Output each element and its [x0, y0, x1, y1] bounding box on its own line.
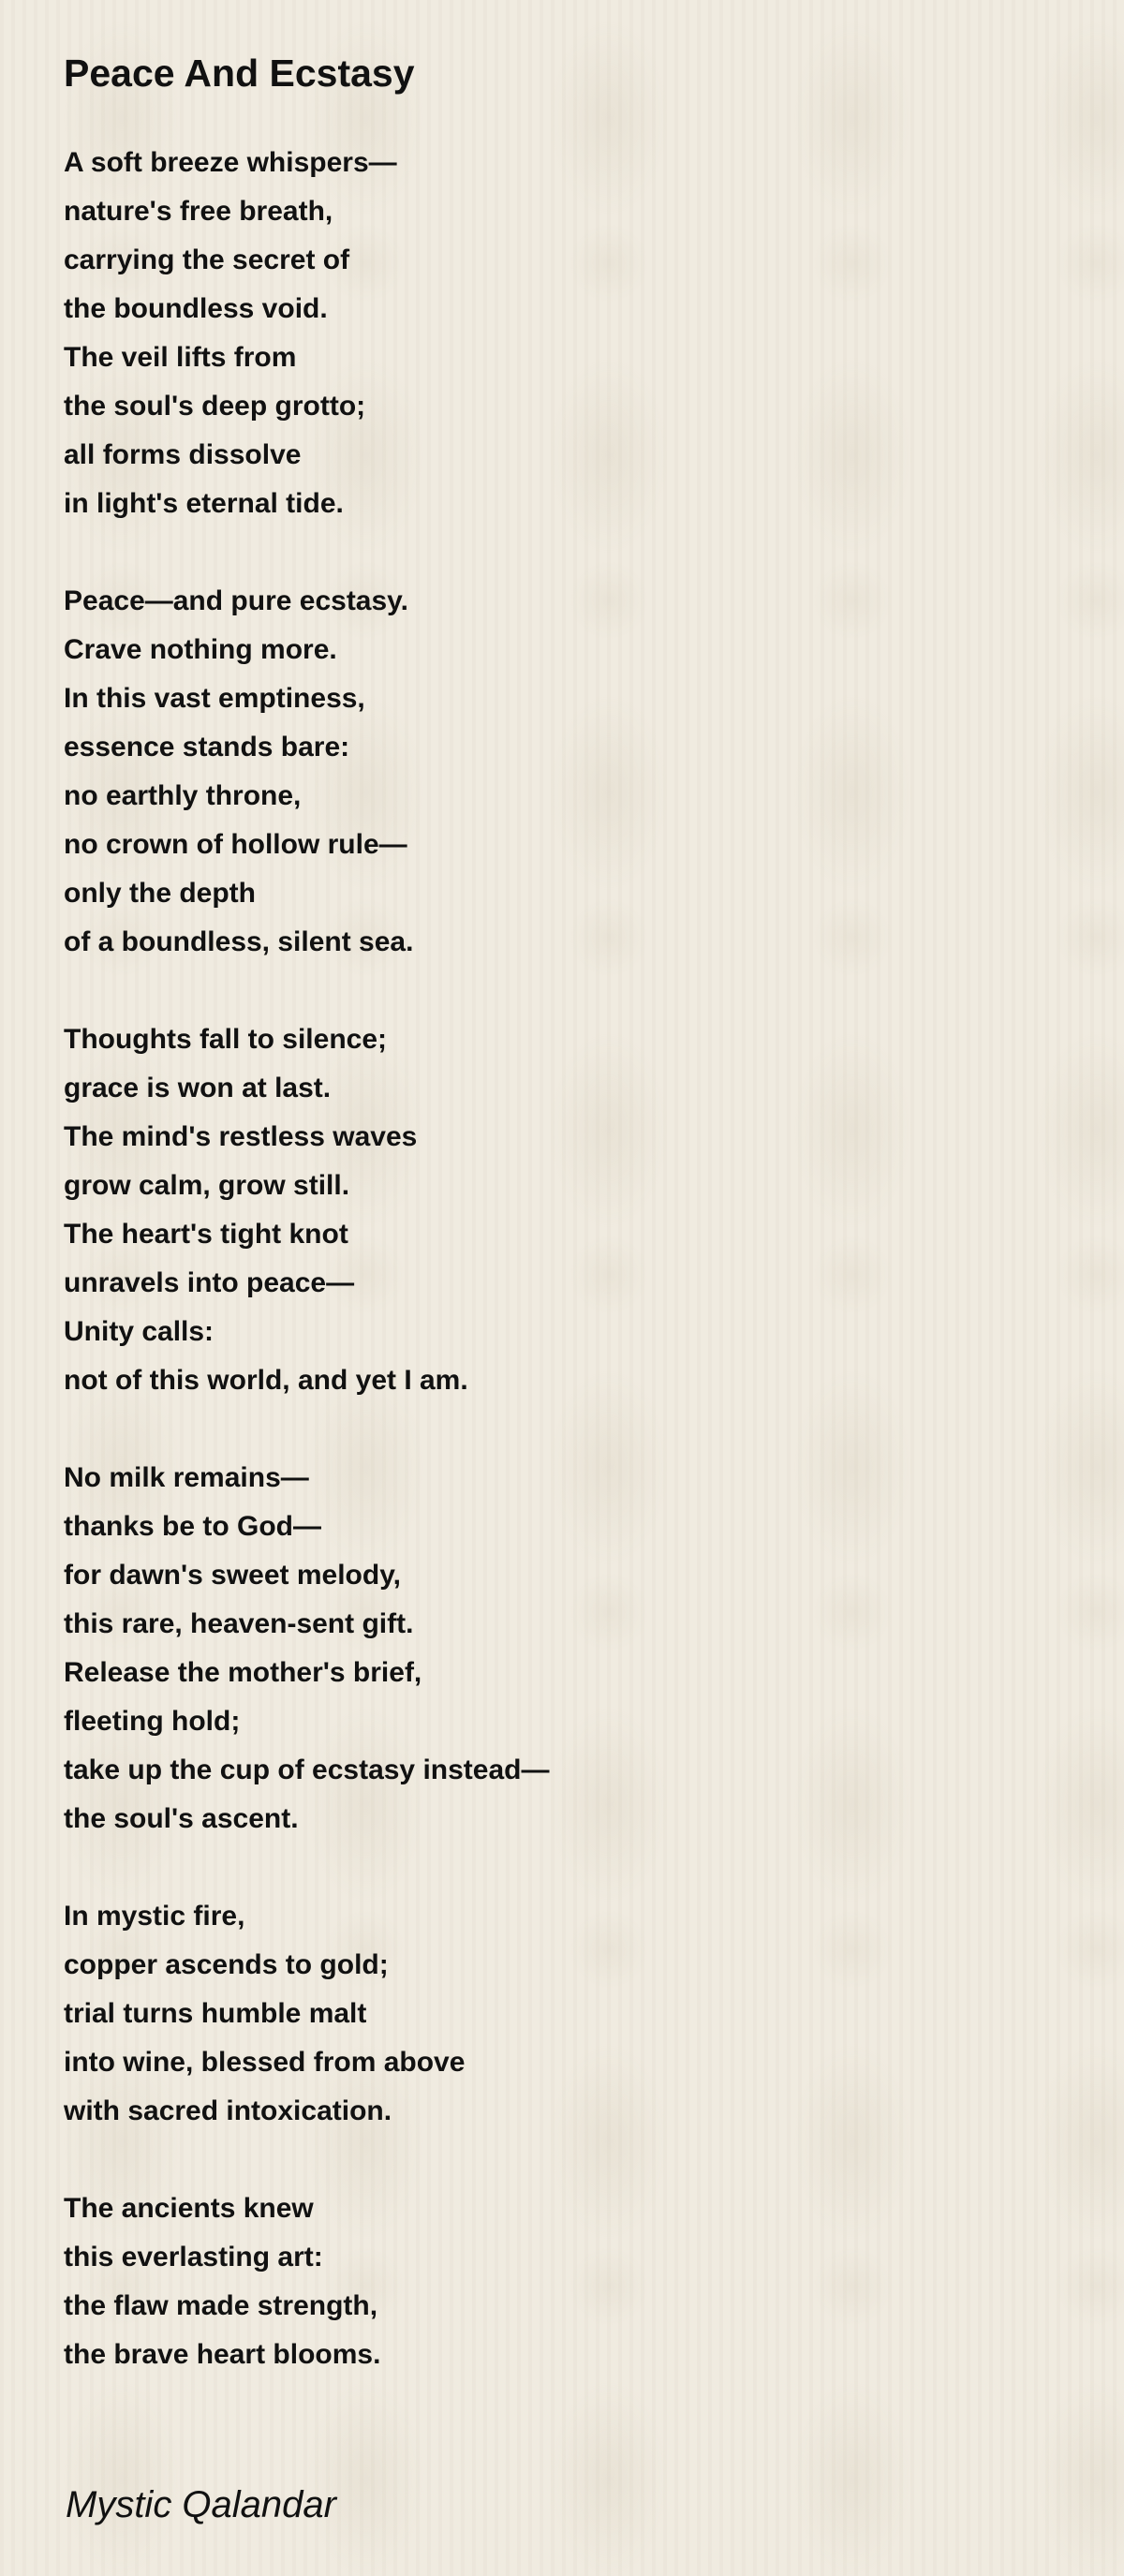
poem-line: The heart's tight knot — [64, 1219, 348, 1250]
poem-line: into wine, blessed from above — [64, 2047, 466, 2078]
poem-line: copper ascends to gold; — [64, 1949, 389, 1980]
stanza-4 — [64, 1454, 1075, 1843]
poem-line: with sacred intoxication. — [64, 2095, 392, 2126]
poem-body — [64, 139, 1075, 2428]
poem-line: nature's free breath, — [64, 196, 333, 227]
poem-line: Thoughts fall to silence; — [64, 1024, 388, 1055]
poem-line: In this vast emptiness, — [64, 683, 365, 714]
poem-line: for dawn's sweet melody, — [64, 1560, 401, 1591]
poem-line: the flaw made strength, — [64, 2290, 378, 2321]
poem-line: The ancients knew — [64, 2193, 314, 2224]
poem-line: The mind's restless waves — [64, 1121, 418, 1152]
poem-line: in light's eternal tide. — [64, 488, 344, 519]
poem-line: A soft breeze whispers— — [64, 147, 397, 178]
poem-line: Release the mother's brief, — [64, 1657, 422, 1688]
stanza-1 — [64, 139, 1075, 528]
poem-line: the soul's ascent. — [64, 1803, 299, 1834]
poem-line: grow calm, grow still. — [64, 1170, 350, 1201]
poem-title: Peace And Ecstasy — [64, 52, 415, 95]
poem-author: Mystic Qalandar — [66, 2484, 336, 2525]
poem-line: The veil lifts from — [64, 342, 297, 373]
stanza-5 — [64, 1892, 1075, 2136]
poem-line: In mystic fire, — [64, 1901, 245, 1932]
poem-line: trial turns humble malt — [64, 1998, 367, 2029]
poem-line: take up the cup of ecstasy instead— — [64, 1754, 550, 1785]
poem-line: no crown of hollow rule— — [64, 829, 407, 860]
poem-line: the soul's deep grotto; — [64, 391, 366, 422]
poem-line: the boundless void. — [64, 293, 328, 324]
poem-line: Crave nothing more. — [64, 634, 337, 665]
poem-line: no earthly throne, — [64, 780, 302, 811]
stanza-3 — [64, 1015, 1075, 1405]
poem-line: No milk remains— — [64, 1462, 309, 1493]
poem-line: thanks be to God— — [64, 1511, 322, 1542]
poem-line: all forms dissolve — [64, 439, 302, 470]
poem-line: only the depth — [64, 878, 256, 909]
poem-line: grace is won at last. — [64, 1073, 332, 1103]
poem-line: Unity calls: — [64, 1316, 214, 1347]
poem-line: unravels into peace— — [64, 1267, 355, 1298]
poem-line: of a boundless, silent sea. — [64, 926, 414, 957]
poem-line: fleeting hold; — [64, 1706, 241, 1737]
poem-line: Peace—and pure ecstasy. — [64, 585, 408, 616]
poem-line: not of this world, and yet I am. — [64, 1365, 468, 1396]
poem-line: carrying the secret of — [64, 244, 350, 275]
poem-page — [64, 0, 1075, 2576]
poem-line: essence stands bare: — [64, 732, 350, 762]
poem-line: this rare, heaven-sent gift. — [64, 1608, 414, 1639]
stanza-2 — [64, 577, 1075, 967]
stanza-6 — [64, 2184, 1075, 2379]
poem-line: the brave heart blooms. — [64, 2339, 381, 2370]
poem-line: this everlasting art: — [64, 2242, 323, 2273]
